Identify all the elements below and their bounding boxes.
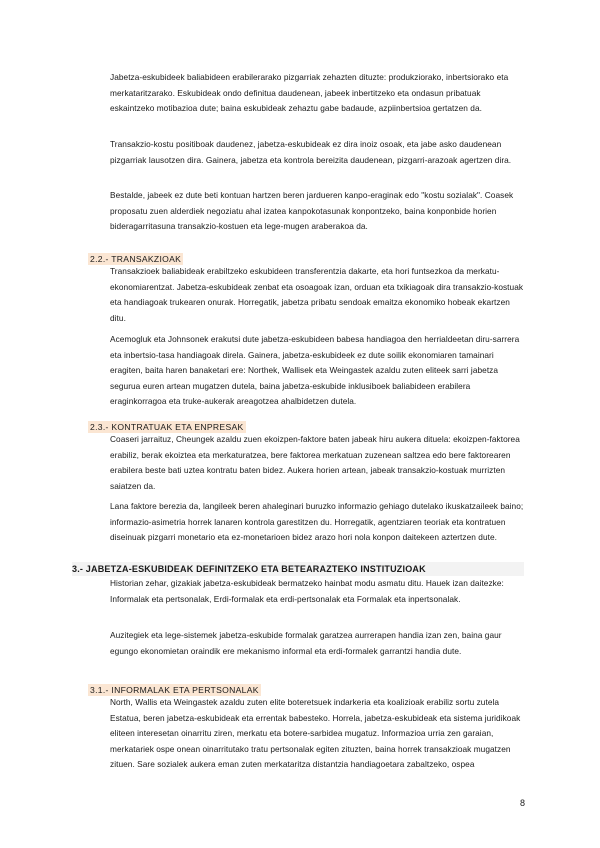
page-number: 8: [520, 798, 526, 808]
paragraph-transaction-costs: Transakzio-kostu positiboak daudenez, jabetza-eskubideak ez dira inoiz osoak, eta jabe asko daudenean pizgarriak lausotzen dira. Gainera, jabetza eta kontrola bereizita daudenean, pizgarri-arazoak agertzen dira.: [110, 139, 512, 165]
section-heading-2-3: 2.3.- KONTRATUAK ETA ENPRESAK: [90, 422, 244, 432]
paragraph-history: Historian zehar, gizakiak jabetza-eskubideak bermatzeko hainbat modu asmatu ditu. Hauek izan daitezke: Informalak eta pertsonalak, Erdi-formalak eta erdi-pertsonalak eta Formalak eta inpertsonalak.: [110, 578, 504, 604]
paragraph-externalities: Bestalde, jabeek ez dute beti kontuan hartzen beren jardueren kanpo-eraginak edo "kostu sozialak". Coasek proposatu zuen alderdiek negoziatu ahal izatea kanpokotasunak konpontzeko, baina konponbide horien bideragarritasuna transakzio-kostuen eta lege-mugen araberakoa da.: [110, 190, 514, 232]
section-heading-3-1: 3.1.- INFORMALAK ETA PERTSONALAK: [90, 685, 259, 695]
paragraph-north-wallis: North, Wallis eta Weingastek azaldu zuten elite boteretsuek indarkeria eta koalizioak erabiliz sortu zutela Estatua, beren jabetza-eskubideak eta errentak babesteko. Horrela, jabetza-eskubideak eta sistema juridikoak eliteen interesetan oinarritu ziren, merkatu eta botere-sarbidea mugatuz. Informazioa urria zen garaian, merkatariek ospe onean oinarritutako tratu pertsonalak egiten zituzten, baina horrek transakzioak mugatzen zituen. Sare sozialek aukera eman zuten merkataritza distantzia handiagoetara zabaltzeko, ospea: [110, 697, 521, 770]
paragraph-transactions: Transakzioek baliabideak erabiltzeko eskubideen transferentzia dakarte, eta hori funtsezkoa da merkatu-ekonomiarentzat. Jabetza-eskubideak zenbat eta osoagoak izan, orduan eta txikiagoak dira transakzio-kostuak eta handiagoak trukearen onurak. Horregatik, jabetza pribatu sendoak emaitza ekonomiko hobeak ekartzen ditu.: [110, 266, 524, 323]
paragraph-labour: Lana faktore berezia da, langileek beren ahaleginari buruzko informazio gehiago dutelako ikuskatzaileek baino; informazio-asimetria horrek lanaren kontrola garestitzen du. Horregatik, agentziaren teoriak eta kontratuen diseinuak pizgarri monetario eta ez-monetarioen bidez arazo hori nola konpon daitekeen aztertzen dute.: [110, 501, 524, 543]
paragraph-courts: Auzitegiek eta lege-sistemek jabetza-eskubide formalak garatzea aurrerapen handia izan zen, baina gaur egungo ekonomietan oraindik ere mekanismo informal eta erdi-formalek garrantzi handia dute.: [110, 630, 502, 656]
paragraph-cheung: Coaseri jarraituz, Cheungek azaldu zuen ekoizpen-faktore baten jabeak hiru aukera dituela: ekoizpen-faktorea erabiliz, berak ekoiztea eta merkaturatzea, bere faktorea merkatuan zuzenean saltzea edo bere faktorearen erabilera beste bati uztea kontratu baten bidez. Aukera horien artean, jabeak transakzio-kostuak murrizten saiatzen da.: [110, 434, 520, 491]
section-heading-2-2: 2.2.- TRANSAKZIOAK: [90, 254, 182, 264]
section-heading-3: 3.- JABETZA-ESKUBIDEAK DEFINITZEKO ETA BETEARAZTEKO INSTITUZIOAK: [72, 562, 524, 576]
paragraph-acemoglu: Acemogluk eta Johnsonek erakutsi dute jabetza-eskubideen babesa handiagoa den herrialdeetan diru-sarrera eta inbertsio-tasa handiagoak direla. Gainera, jabetza-eskubideek ez dute soilik ekonomiaren tamainari eragiten, baita haren banaketari ere: Northek, Wallisek eta Weingastek azaldu zuten eliteek sarri jabetza segurua euren artean mugatzen dutela, baina jabetza-eskubide inklusiboek baliabideen erabilera eraginkorragoa eta truke-aukerak areagotzea ahalbidetzen dutela.: [110, 334, 520, 407]
paragraph-incentives: Jabetza-eskubideek baliabideen erabilerarako pizgarriak zehazten dituzte: produkziorako, inbertsiorako eta merkataritzarako. Eskubideak ondo definitua daudenean, jabeek inbertitzeko eta ondasun pribatuak eskaintzeko motibazioa dute; baina eskubideak zehaztu gabe badaude, azpiinbertsioa gertatzen da.: [110, 72, 509, 114]
